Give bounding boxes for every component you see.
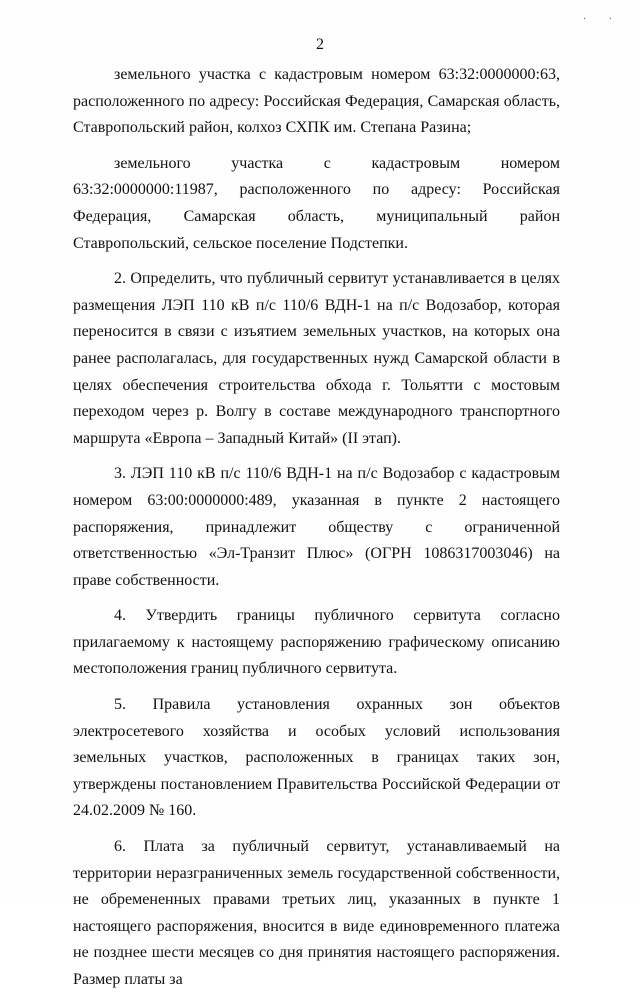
paragraph-item-3: 3. ЛЭП 110 кВ п/с 110/6 ВДН-1 на п/с Водозабор с кадастровым номером 63:00:0000000:489, указанная в пункте 2 настоящего распоряжения, принадлежит обществу с ограниченной ответственностью «Эл-Транзит Плюс» (ОГРН 1086317003046) на праве собственности. bbox=[73, 465, 560, 589]
paragraph-land-plot-11987: земельного участка с кадастровым номером 63:32:0000000:11987, расположенного по адресу: Российская Федерация, Самарская область, муниципальный район Ставропольский, сельское поселение Подстепки. bbox=[73, 154, 560, 252]
paragraph-item-4: 4. Утвердить границы публичного сервитута согласно прилагаемому к настоящему распоряжению графическому описанию местоположения границ публичного сервитута. bbox=[73, 607, 560, 678]
paragraph-item-6: 6. Плата за публичный сервитут, устанавливаемый на территории неразграниченных земель государственной собственности, не обремененных правами третьих лиц, указанных в пункте 1 настоящего распоряжения, вносится в виде единовременного платежа не позднее шести месяцев со дня принятия настоящего распоряжения. Размер платы за bbox=[73, 838, 560, 988]
document-body bbox=[73, 62, 560, 994]
paragraph-item-2: 2. Определить, что публичный сервитут устанавливается в целях размещения ЛЭП 110 кВ п/с 110/6 ВДН-1 на п/с Водозабор, которая переносится в связи с изъятием земельных участков, на которых она ранее располагалась, для государственных нужд Самарской области в целях обеспечения строительства обхода г. Тольятти с мостовым переходом через р. Волгу в составе международного транспортного маршрута «Европа – Западный Китай» (II этап). bbox=[73, 270, 560, 447]
page-number: 2 bbox=[316, 36, 324, 53]
scan-specks: · · bbox=[582, 14, 622, 25]
paragraph-land-plot-63: земельного участка с кадастровым номером 63:32:0000000:63, расположенного по адресу: Российская Федерация, Самарская область, Ставропольский район, колхоз СХПК им. Степана Разина; bbox=[73, 66, 560, 137]
paragraph-item-5: 5. Правила установления охранных зон объектов электросетевого хозяйства и особых условий использования земельных участков, расположенных в границах таких зон, утверждены постановлением Правительства Российской Федерации от 24.02.2009 № 160. bbox=[73, 696, 560, 820]
